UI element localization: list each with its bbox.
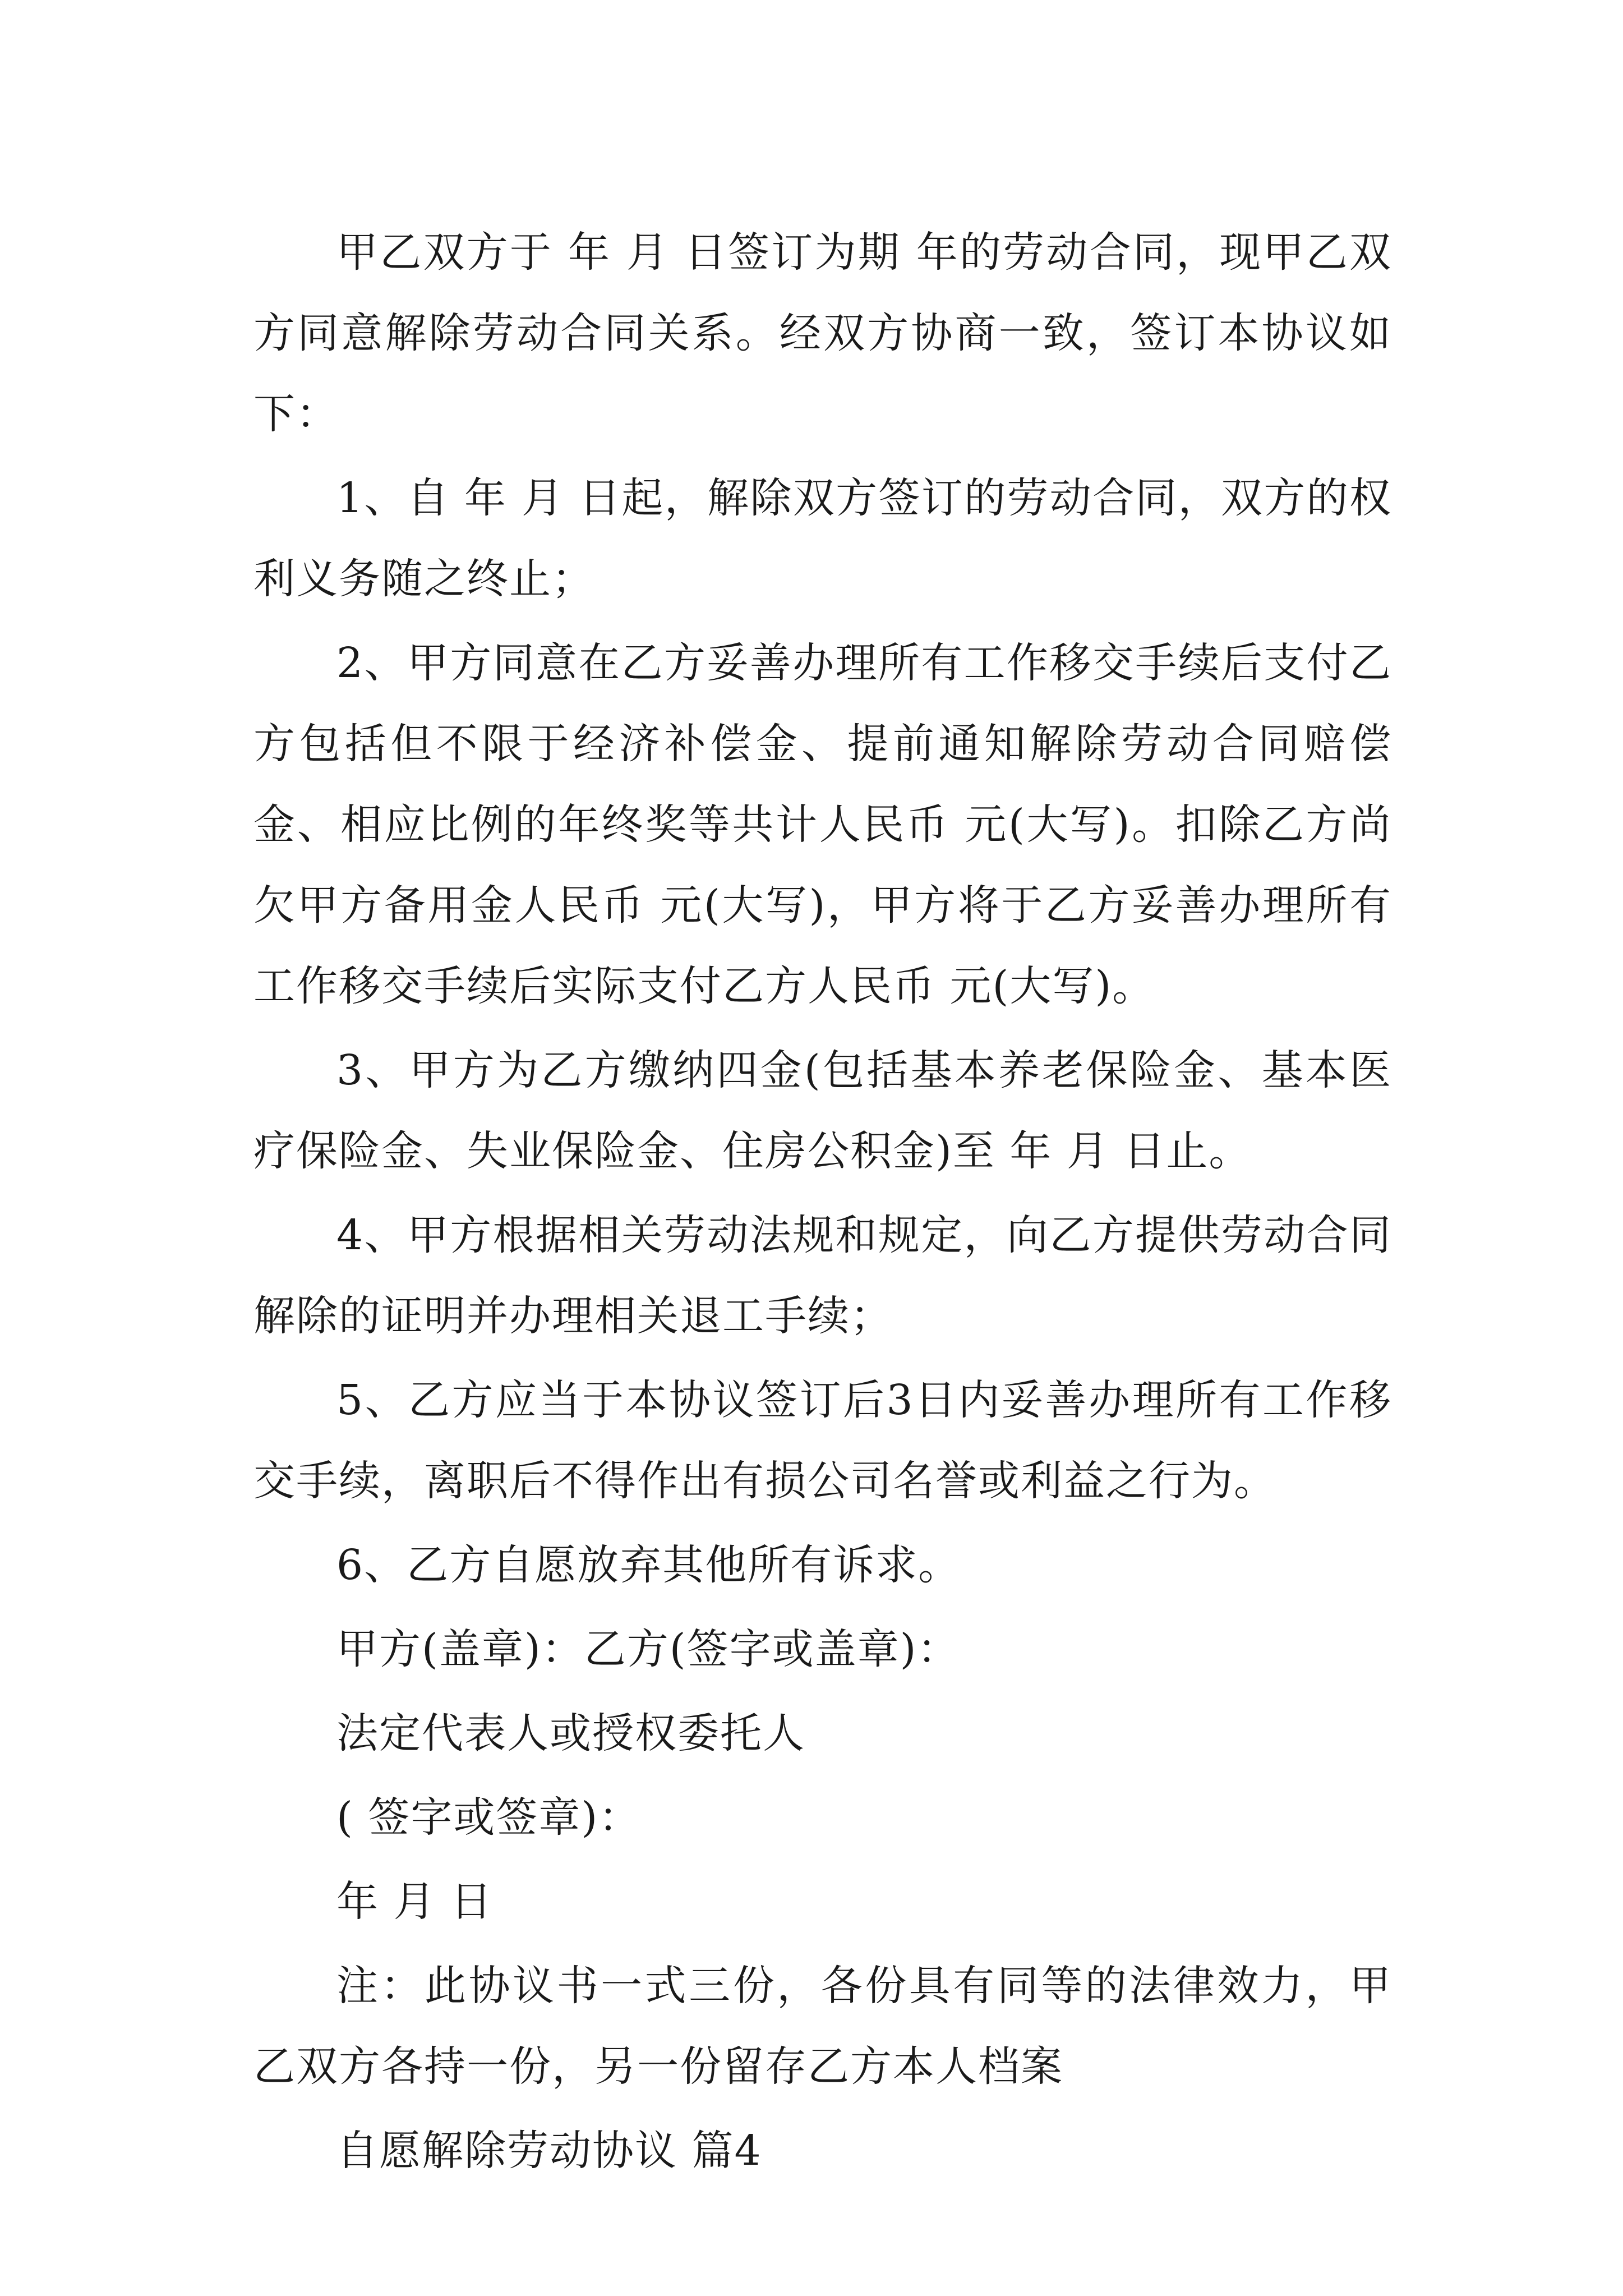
clause-4: 4、甲方根据相关劳动法规和规定，向乙方提供劳动合同解除的证明并办理相关退工手续； (253, 1211, 1392, 1340)
signature-line: ( 签字或签章)： (336, 1793, 642, 1842)
note-paragraph: 注：此协议书一式三份，各份具有同等的法律效力，甲乙双方各持一份，另一份留存乙方本人档案 (253, 1962, 1392, 2091)
intro-paragraph: 甲乙双方于 年 月 日签订为期 年的劳动合同，现甲乙双方同意解除劳动合同关系。经双方协商一致，签订本协议如下： (253, 228, 1392, 438)
party-signature-line: 甲方(盖章)：乙方(签字或盖章)： (336, 1625, 960, 1673)
legal-representative-line: 法定代表人或授权委托人 (336, 1709, 805, 1757)
date-line: 年 月 日 (336, 1878, 494, 1926)
clause-1: 1、自 年 月 日起，解除双方签订的劳动合同，双方的权利义务随之终止； (253, 474, 1392, 603)
clause-2: 2、甲方同意在乙方妥善办理所有工作移交手续后支付乙方包括但不限于经济补偿金、提前通知解除劳动合同赔偿金、相应比例的年终奖等共计人民币 元(大写)。扣除乙方尚欠甲方备用金人民币 元(大写)，甲方将于乙方妥善办理所有工作移交手续后实际支付乙方人民币 元(大写)。 (253, 639, 1392, 1010)
document-body (253, 212, 1392, 2191)
clause-6: 6、乙方自愿放弃其他所有诉求。 (336, 1541, 961, 1589)
section-heading: 自愿解除劳动协议 篇4 (336, 2127, 762, 2175)
clause-3: 3、甲方为乙方缴纳四金(包括基本养老保险金、基本医疗保险金、失业保险金、住房公积金)至 年 月 日止。 (253, 1046, 1392, 1175)
clause-5: 5、乙方应当于本协议签订后3日内妥善办理所有工作移交手续，离职后不得作出有损公司名誉或利益之行为。 (253, 1376, 1392, 1505)
